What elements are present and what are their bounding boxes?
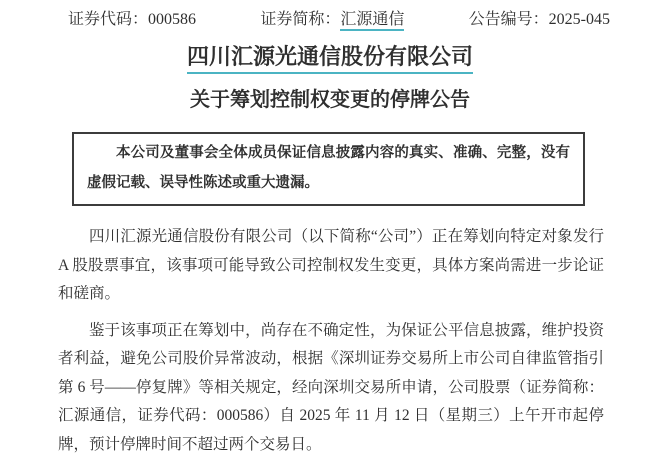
stock-code-label: 证券代码： <box>68 11 149 28</box>
announcement-title: 关于筹划控制权变更的停牌公告 <box>190 89 470 111</box>
disclaimer-box: 本公司及董事会全体成员保证信息披露内容的真实、准确、完整，没有虚假记载、误导性陈述或重大遗漏。 <box>72 132 585 206</box>
announcement-number-label: 公告编号： <box>468 11 549 28</box>
stock-name-label: 证券简称： <box>260 11 341 28</box>
company-title-text: 四川汇源光通信股份有限公司 <box>187 44 473 74</box>
paragraph-plan-description: 四川汇源光通信股份有限公司（以下简称“公司”）正在筹划向特定对象发行 A 股股票事宜，该事项可能导致公司控制权发生变更，具体方案尚需进一步论证和磋商。 <box>58 228 604 302</box>
company-title <box>0 44 660 70</box>
announcement-number-value: 2025-045 <box>548 11 610 28</box>
stock-code-value: 000586 <box>148 11 197 28</box>
announcement-number-field <box>469 9 610 31</box>
document-header <box>0 0 660 31</box>
stock-name-value: 汇源通信 <box>340 11 404 31</box>
stock-name-field <box>260 9 404 31</box>
paragraph-suspension-details: 鉴于该事项正在筹划中，尚存在不确定性，为保证公平信息披露，维护投资者利益，避免公司股价异常波动，根据《深圳证券交易所上市公司自律监管指引第 6 号——停复牌》等相关规定，经向深圳交易所申请，公司股票（证券简称：汇源通信，证券代码：000586）自 2025 年 11 月 12 日（星期三）上午开市起停牌，预计停牌时间不超过两个交易日。 <box>58 321 604 453</box>
stock-code-field <box>68 9 196 31</box>
